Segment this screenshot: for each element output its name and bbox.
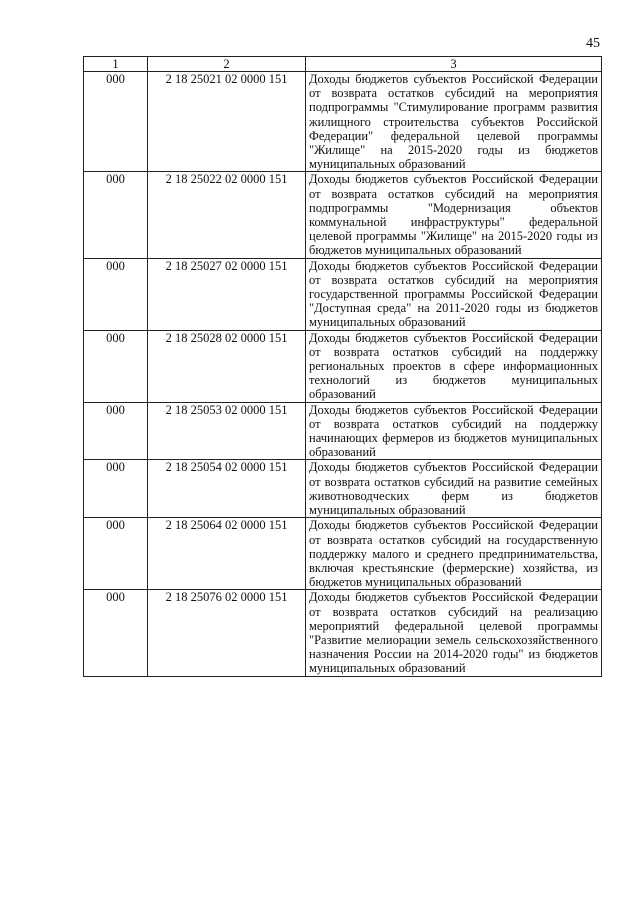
header-col-3: 3 [306,57,602,72]
description-cell: Доходы бюджетов субъектов Российской Федерации от возврата остатков субсидий на мероприятия подпрограммы "Стимулирование программ развития жилищного строительства субъектов Российской Федерации" федеральной целевой программы "Жилище" на 2015-2020 годы из бюджетов муниципальных образований [306,72,602,172]
table-row [84,460,602,518]
budget-code-cell: 2 18 25022 02 0000 151 [148,172,306,258]
table-row [84,258,602,330]
description-cell: Доходы бюджетов субъектов Российской Федерации от возврата остатков субсидий на мероприятия подпрограммы "Модернизация объектов коммунальной инфраструктуры" федеральной целевой программы "Жилище" на 2015-2020 годы из бюджетов муниципальных образований [306,172,602,258]
description-cell: Доходы бюджетов субъектов Российской Федерации от возврата остатков субсидий на государственную поддержку малого и среднего предпринимательства, включая крестьянские (фермерские) хозяйства, из бюджетов муниципальных образований [306,518,602,590]
budget-code-cell: 2 18 25054 02 0000 151 [148,460,306,518]
admin-code-cell: 000 [84,460,148,518]
table-row [84,72,602,172]
header-col-1: 1 [84,57,148,72]
budget-code-cell: 2 18 25028 02 0000 151 [148,330,306,402]
description-cell: Доходы бюджетов субъектов Российской Федерации от возврата остатков субсидий на реализацию мероприятий федеральной целевой программы "Развитие мелиорации земель сельскохозяйственного назначения России на 2014-2020 годы" из бюджетов муниципальных образований [306,590,602,676]
revenue-codes-table [83,56,602,677]
budget-code-cell: 2 18 25076 02 0000 151 [148,590,306,676]
description-cell: Доходы бюджетов субъектов Российской Федерации от возврата остатков субсидий на поддержку начинающих фермеров из бюджетов муниципальных образований [306,402,602,460]
table-row [84,172,602,258]
admin-code-cell: 000 [84,518,148,590]
admin-code-cell: 000 [84,330,148,402]
admin-code-cell: 000 [84,72,148,172]
description-cell: Доходы бюджетов субъектов Российской Федерации от возврата остатков субсидий на мероприятия государственной программы Российской Федерации "Доступная среда" на 2011-2020 годы из бюджетов муниципальных образований [306,258,602,330]
budget-code-cell: 2 18 25053 02 0000 151 [148,402,306,460]
admin-code-cell: 000 [84,590,148,676]
table-header-row [84,57,602,72]
table-row [84,330,602,402]
budget-code-cell: 2 18 25064 02 0000 151 [148,518,306,590]
page-number: 45 [586,36,600,51]
description-cell: Доходы бюджетов субъектов Российской Федерации от возврата остатков субсидий на поддержку региональных проектов в сфере информационных технологий из бюджетов муниципальных образований [306,330,602,402]
table-row [84,518,602,590]
description-cell: Доходы бюджетов субъектов Российской Федерации от возврата остатков субсидий на развитие семейных животноводческих ферм из бюджетов муниципальных образований [306,460,602,518]
admin-code-cell: 000 [84,402,148,460]
budget-code-cell: 2 18 25027 02 0000 151 [148,258,306,330]
table-row [84,402,602,460]
table-row [84,590,602,676]
header-col-2: 2 [148,57,306,72]
admin-code-cell: 000 [84,258,148,330]
budget-code-cell: 2 18 25021 02 0000 151 [148,72,306,172]
admin-code-cell: 000 [84,172,148,258]
